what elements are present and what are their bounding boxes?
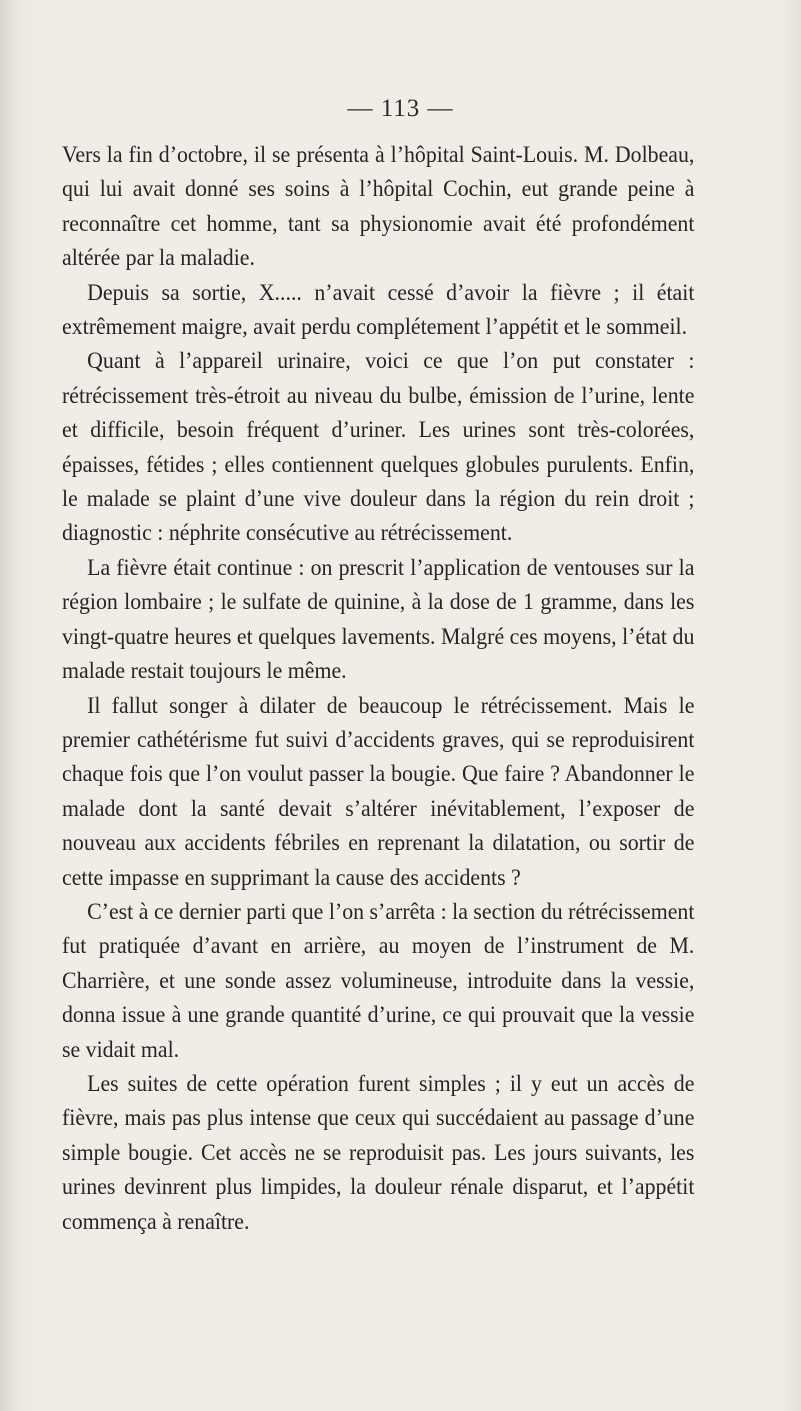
body-text (62, 138, 694, 1239)
paragraph: La fièvre était continue : on prescrit l’application de ventouses sur la région lombaire ; le sulfate de quinine, à la dose de 1 gramme, dans les vingt-quatre heures et quelques lavements. Malgré ces moyens, l’état du malade restait toujours le même. (62, 554, 695, 685)
paragraph: Les suites de cette opération furent simples ; il y eut un accès de fièvre, mais pas plus intense que ceux qui succédaient au passage d’une simple bougie. Cet accès ne se reproduisit pas. Les jours suivants, les urines devinrent plus limpides, la douleur rénale disparut, et l’appétit commença à renaître. (62, 1070, 695, 1235)
paragraph: C’est à ce dernier parti que l’on s’arrêta : la section du rétrécissement fut pratiquée d’avant en arrière, au moyen de l’instrument de M. Charrière, et une sonde assez volumineuse, introduite dans la vessie, donna issue à une grande quantité d’urine, ce qui prouvait que la vessie se vidait mal. (62, 898, 695, 1063)
paragraph: Vers la fin d’octobre, il se présenta à l’hôpital Saint-Louis. M. Dolbeau, qui lui avait donné ses soins à l’hôpital Cochin, eut grande peine à reconnaître cet homme, tant sa physionomie avait été profondément altérée par la maladie. (62, 142, 695, 272)
paragraph: Il fallut songer à dilater de beaucoup le rétrécissement. Mais le premier cathétérisme fut suivi d’accidents graves, qui se reproduisirent chaque fois que l’on voulut passer la bougie. Que faire ? Abandonner le malade dont la santé devait s’altérer inévitablement, l’exposer de nouveau aux accidents fébriles en reprenant la dilatation, ou sortir de cette impasse en supprimant la cause des accidents ? (62, 692, 695, 891)
page-number: — 113 — (347, 95, 454, 122)
paragraph: Quant à l’appareil urinaire, voici ce que l’on put constater : rétrécissement très-étroit au niveau du bulbe, émission de l’urine, lente et difficile, besoin fréquent d’uriner. Les urines sont très-colorées, épaisses, fétides ; elles contiennent quelques globules purulents. Enfin, le malade se plaint d’une vive douleur dans la région du rein droit ; diagnostic : néphrite consécutive au rétrécissement. (62, 348, 695, 547)
paragraph: Depuis sa sortie, X..... n’avait cessé d’avoir la fièvre ; il était extrêmement maigre, avait perdu complétement l’appétit et le sommeil. (62, 279, 695, 341)
